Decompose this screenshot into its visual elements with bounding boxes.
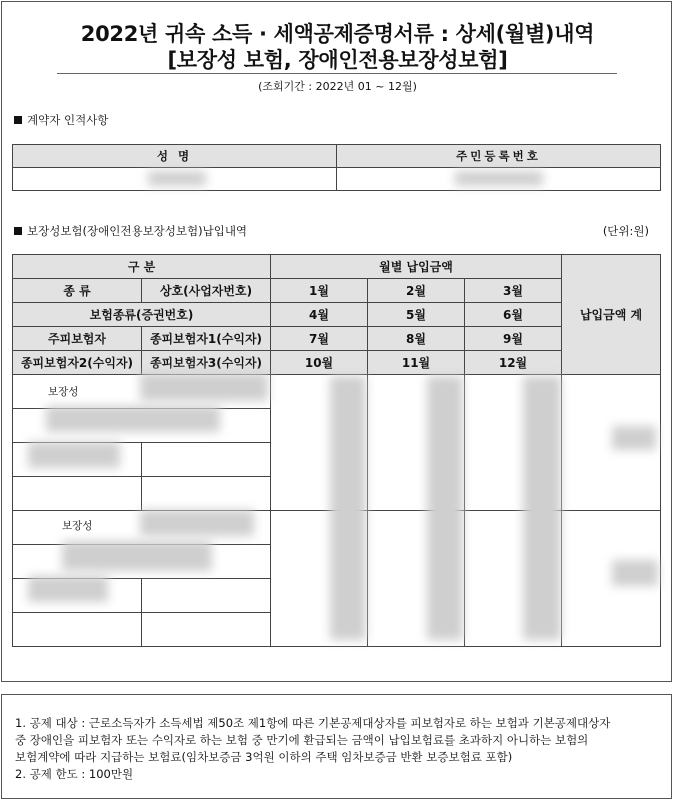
redacted-total xyxy=(612,426,656,450)
month-header: 8월 xyxy=(368,327,465,351)
redacted-insured xyxy=(28,442,120,468)
payment-section-title: 보장성보험(장애인전용보장성보험)납입내역 xyxy=(27,224,248,238)
month-header: 3월 xyxy=(465,279,562,303)
inquiry-period: (조회기간 : 2022년 01 ~ 12월) xyxy=(258,80,417,93)
sub-insured-cell xyxy=(13,477,142,511)
note-line: 보험계약에 따라 지급하는 보험료(임차보증금 3억원 이하의 주택 임차보증금 반환 보증보험료 포함) xyxy=(15,750,513,764)
monthly-header: 월별 납입금액 xyxy=(271,255,562,279)
notes-box xyxy=(1,694,672,799)
redacted-name xyxy=(148,171,206,186)
payment-section-heading xyxy=(14,223,247,239)
month-header: 1월 xyxy=(271,279,368,303)
contractor-table xyxy=(12,144,661,191)
col-name-header: 성 명 xyxy=(13,145,337,168)
main-insured-header: 주피보험자 xyxy=(13,327,142,351)
month-header: 9월 xyxy=(465,327,562,351)
product-header: 보험종류(증권번호) xyxy=(13,303,271,327)
sub-insured-cell xyxy=(13,613,142,647)
sub-insured-2-header: 종피보험자2(수익자) xyxy=(13,351,142,375)
square-bullet-icon xyxy=(14,116,22,124)
title-divider xyxy=(57,73,617,74)
square-bullet-icon xyxy=(14,227,22,235)
sub-insured-cell xyxy=(142,443,271,477)
redacted-biz xyxy=(140,373,268,401)
month-header: 2월 xyxy=(368,279,465,303)
document-title: 2022년 귀속 소득 · 세액공제증명서류 : 상세(월별)내역 xyxy=(80,22,595,46)
sub-insured-cell xyxy=(142,477,271,511)
contractor-section-title: 계약자 인적사항 xyxy=(27,113,109,127)
category-header: 구 분 xyxy=(13,255,271,279)
sub-insured-1-header: 종피보험자1(수익자) xyxy=(142,327,271,351)
contractor-section-heading xyxy=(14,112,108,128)
month-header: 7월 xyxy=(271,327,368,351)
redacted-biz xyxy=(140,510,254,536)
redacted-amount xyxy=(427,376,463,640)
month-header: 5월 xyxy=(368,303,465,327)
note-line: 1. 공제 대상 : 근로소득자가 소득세법 제50조 제1항에 따른 기본공제대상자를 피보험자로 하는 보험과 기본공제대상자 xyxy=(15,716,611,730)
month-header: 4월 xyxy=(271,303,368,327)
sub-insured-cell xyxy=(142,579,271,613)
total-header: 납입금액 계 xyxy=(562,255,661,375)
month-header: 6월 xyxy=(465,303,562,327)
sub-insured-cell xyxy=(142,613,271,647)
sub-insured-3-header: 종피보험자3(수익자) xyxy=(142,351,271,375)
month-header: 12월 xyxy=(465,351,562,375)
redacted-total xyxy=(612,560,658,586)
record-type-label: 보장성 xyxy=(62,520,93,532)
redacted-amount xyxy=(330,376,366,640)
record-type-label: 보장성 xyxy=(48,386,79,398)
redacted-product xyxy=(62,541,212,571)
type-header: 종 류 xyxy=(13,279,142,303)
redacted-amount xyxy=(523,376,561,640)
note-line: 2. 공제 한도 : 100만원 xyxy=(15,767,134,781)
month-header: 11월 xyxy=(368,351,465,375)
redacted-id xyxy=(455,171,543,186)
redacted-insured xyxy=(28,576,108,602)
note-line: 중 장애인을 피보험자 또는 수익자로 하는 보험 중 만기에 환급되는 금액이 납입보험료를 초과하지 아니하는 보험의 xyxy=(15,733,589,747)
unit-label: (단위:원) xyxy=(602,224,649,238)
month-header: 10월 xyxy=(271,351,368,375)
document-subtitle: [보장성 보험, 장애인전용보장성보험] xyxy=(167,48,508,72)
col-id-header: 주민등록번호 xyxy=(337,145,661,168)
biz-header: 상호(사업자번호) xyxy=(142,279,271,303)
redacted-product xyxy=(46,406,220,432)
